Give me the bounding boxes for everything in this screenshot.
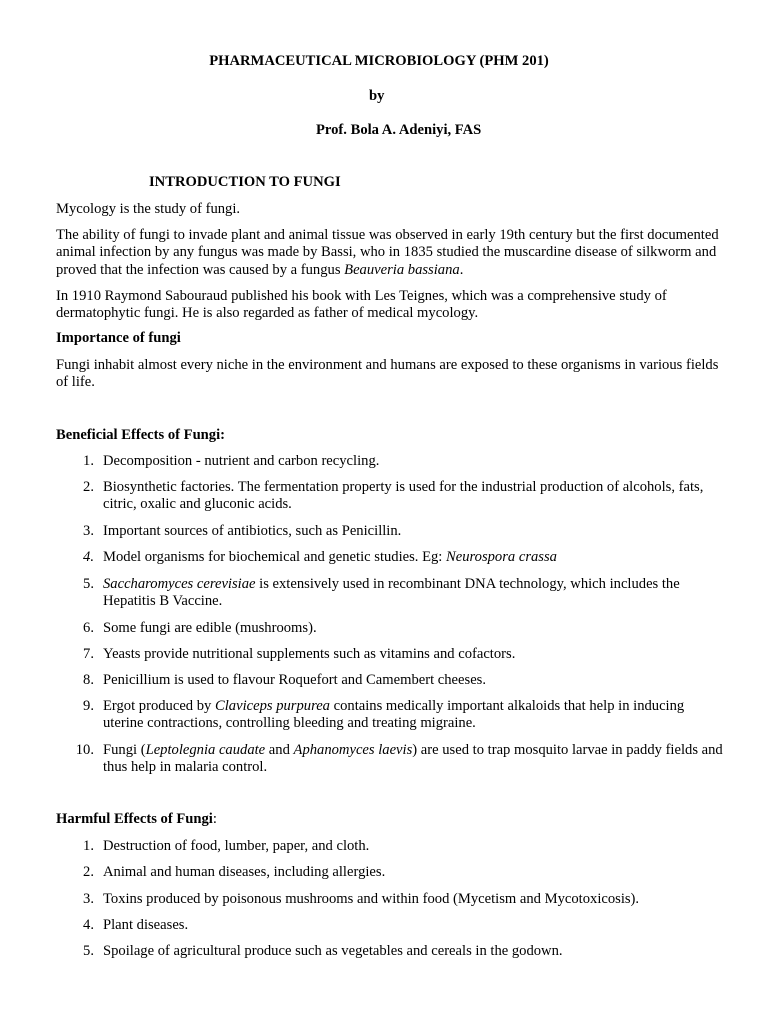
intro-paragraph-3: In 1910 Raymond Sabouraud published his book with Les Teignes, which was a comprehensive study of dermatophytic fungi. He is also regarded as father of medical mycology. — [56, 288, 667, 322]
beneficial-heading-text: Beneficial Effects of Fungi — [56, 427, 221, 443]
species-name: Aphanomyces laevis — [293, 742, 413, 758]
list-number: 10. — [75, 742, 94, 758]
list-number: 5. — [83, 943, 94, 959]
importance-heading: Importance of fungi — [56, 330, 181, 346]
list-number: 4. — [83, 549, 94, 565]
intro-heading: INTRODUCTION TO FUNGI — [149, 174, 341, 190]
list-number: 1. — [83, 838, 94, 854]
list-text-part: contains medically important alkaloids that help in inducing uterine contractions, controlling bleeding and treating migraine. — [103, 698, 685, 732]
by-line: by — [369, 88, 385, 104]
list-text: Some fungi are edible (mushrooms). — [103, 620, 317, 636]
species-name: Saccharomyces cerevisiae — [103, 576, 256, 592]
list-text-part: is extensively used in recombinant DNA technology, which includes the Hepatitis B Vaccine. — [103, 576, 680, 610]
list-text: Animal and human diseases, including allergies. — [103, 864, 386, 880]
list-text — [103, 698, 723, 733]
species-name: Leptolegnia caudate — [145, 742, 266, 758]
list-number: 4. — [83, 917, 94, 933]
list-text-part: and — [265, 742, 294, 758]
list-text: Spoilage of agricultural produce such as vegetables and cereals in the godown. — [103, 943, 563, 959]
species-name: Claviceps purpurea — [215, 698, 330, 714]
beneficial-heading-colon: : — [220, 427, 226, 443]
list-text: Destruction of food, lumber, paper, and cloth. — [103, 838, 370, 854]
species-name: Neurospora crassa — [446, 549, 557, 565]
list-number: 2. — [83, 864, 94, 880]
list-text: Toxins produced by poisonous mushrooms and within food (Mycetism and Mycotoxicosis). — [103, 891, 640, 907]
list-text: Decomposition - nutrient and carbon recycling. — [103, 453, 380, 469]
beneficial-heading — [56, 427, 225, 444]
course-title: PHARMACEUTICAL MICROBIOLOGY (PHM 201) — [209, 53, 549, 69]
list-number: 8. — [83, 672, 94, 688]
intro-paragraph-1: Mycology is the study of fungi. — [56, 201, 241, 217]
list-number: 1. — [83, 453, 94, 469]
list-text: Yeasts provide nutritional supplements such as vitamins and cofactors. — [103, 646, 516, 662]
author-line: Prof. Bola A. Adeniyi, FAS — [316, 122, 482, 138]
list-text: Plant diseases. — [103, 917, 189, 933]
importance-paragraph: Fungi inhabit almost every niche in the environment and humans are exposed to these organisms in various fields of life. — [56, 357, 719, 391]
list-number: 3. — [83, 523, 94, 539]
harmful-heading-colon: : — [212, 811, 217, 827]
list-number: 2. — [83, 479, 94, 495]
list-number: 6. — [83, 620, 94, 636]
list-text — [103, 576, 723, 611]
list-number: 7. — [83, 646, 94, 662]
harmful-heading — [56, 811, 217, 828]
intro-paragraph-2 — [56, 227, 724, 279]
list-text-part: ) are used to trap mosquito larvae in paddy fields and thus help in malaria control. — [103, 742, 723, 776]
list-text: Penicillium is used to flavour Roquefort and Camembert cheeses. — [103, 672, 486, 688]
list-text-part: Model organisms for biochemical and genetic studies. Eg: — [103, 549, 447, 565]
intro-paragraph-2-end: . — [459, 261, 464, 278]
list-number: 3. — [83, 891, 94, 907]
list-number: 5. — [83, 576, 94, 592]
species-name: Beauveria bassiana — [344, 261, 460, 278]
intro-paragraph-2-text: The ability of fungi to invade plant and animal tissue was observed in early 19th century but the first documented animal infection by any fungus was made by Bassi, who in 1835 studied the muscardine disease of silkworm and proved that the infection was caused by a fungus — [56, 227, 719, 278]
list-number: 9. — [83, 698, 94, 714]
list-text — [103, 742, 723, 777]
list-text: Biosynthetic factories. The fermentation property is used for the industrial production of alcohols, fats, citric, oxalic and gluconic acids. — [103, 479, 704, 513]
list-text-part: Fungi ( — [103, 742, 146, 758]
list-text — [103, 549, 723, 566]
list-text-part: Ergot produced by — [103, 698, 215, 714]
list-text: Important sources of antibiotics, such as Penicillin. — [103, 523, 402, 539]
harmful-heading-text: Harmful Effects of Fungi — [56, 811, 213, 827]
